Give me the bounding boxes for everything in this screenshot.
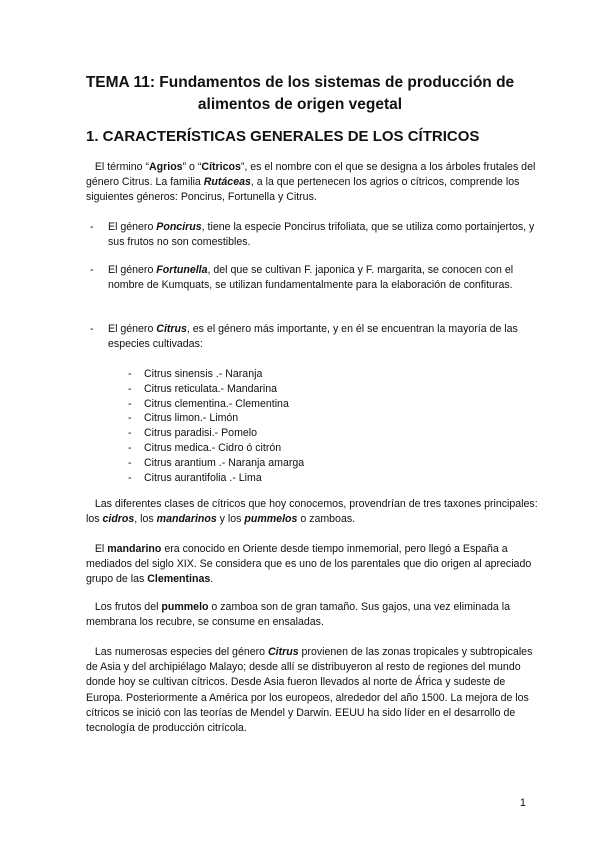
paragraph-pummelo: Los frutos del pummelo o zamboa son de gran tamaño. Sus gajos, una vez eliminada la membrana los recubre, se consume en ensaladas. xyxy=(86,601,511,629)
title-line-1: TEMA 11: Fundamentos de los sistemas de producción de xyxy=(85,74,515,91)
bullet-fortunella: - El género Fortunella, del que se cultivan F. japonica y F. margarita, se conocen con el nombre de Kumquats, se utilizan fundamentalmente para la elaboración de confituras. xyxy=(90,264,514,292)
species-list xyxy=(128,367,304,485)
list-item: - Citrus aurantifolia .- Lima xyxy=(128,471,262,484)
list-item: - Citrus arantium .- Naranja amarga xyxy=(128,456,305,469)
paragraph-origin: Las numerosas especies del género Citrus provienen de las zonas tropicales y subtropicales de Asia y del archipiélago Malayo; desde allí se distribuyeron al resto de regiones del mundo donde hoy se cultivan cítricos. Desde Asia fueron llevados al norte de África y sudeste de Europa. Posteriormente a América por los europeos, alrededor del año 1500. La mejora de los cítricos se inició con las teorías de Mendel y Darwin. EEUU ha sido líder en el desarrollo de tecnología de producción citrícola. xyxy=(86,646,533,735)
paragraph-taxa: Las diferentes clases de cítricos que hoy conocemos, provendrían de tres taxones principales: los cidros, los mandarinos y los pummelos o zamboas. xyxy=(86,498,538,526)
bullet-poncirus: - El género Poncirus, tiene la especie Poncirus trifoliata, que se utiliza como portainjertos, y sus frutos no son comestibles. xyxy=(90,221,535,249)
bullet-citrus: - El género Citrus, es el género más importante, y en él se encuentran la mayoría de las especies cultivadas: xyxy=(90,323,518,351)
list-item: - Citrus paradisi.- Pomelo xyxy=(128,427,258,440)
list-item: - Citrus limon.- Limón xyxy=(128,412,239,425)
section-heading: 1. CARACTERÍSTICAS GENERALES DE LOS CÍTRICOS xyxy=(86,128,480,145)
list-item: - Citrus sinensis .- Naranja xyxy=(128,368,263,380)
list-item: - Citrus reticulata.- Mandarina xyxy=(128,382,278,395)
paragraph-mandarino: El mandarino era conocido en Oriente desde tiempo inmemorial, pero llegó a España a mediados del siglo XIX. Se considera que es uno de los parentales que dio origen al apreciado grupo de las Clementinas. xyxy=(86,543,532,586)
title-line-2: alimentos de origen vegetal xyxy=(197,96,403,113)
list-item: - Citrus medica.- Cidro ó citrón xyxy=(128,441,282,454)
document-title xyxy=(60,72,540,116)
page-number: 1 xyxy=(519,797,526,809)
list-item: - Citrus clementina.- Clementina xyxy=(128,397,289,410)
paragraph-intro: El término “Agrios” o “Cítricos”, es el nombre con el que se designa a los árboles frutales del género Citrus. La familia Rutáceas, a la que pertenecen los agrios o cítricos, comprende los siguientes géneros: Poncirus, Fortunella y Citrus. xyxy=(86,161,536,204)
